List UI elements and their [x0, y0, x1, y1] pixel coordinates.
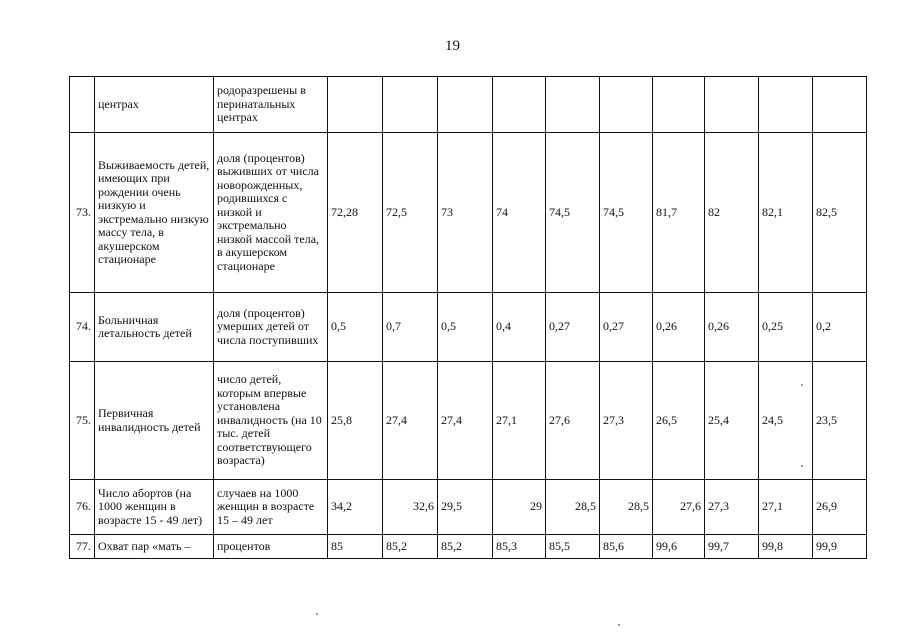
- unit-cell: родоразрешены в перинатальных центрах: [214, 77, 328, 133]
- value-cell: 0,26: [653, 293, 705, 362]
- value-cell: 29,5: [438, 480, 493, 535]
- value-cell: 28,5: [546, 480, 600, 535]
- value-cell: 74,5: [546, 133, 600, 293]
- value-cell: 85,2: [383, 535, 438, 559]
- value-cell: 85,3: [493, 535, 546, 559]
- value-cell: 28,5: [600, 480, 653, 535]
- value-cell: [493, 77, 546, 133]
- value-cell: 99,8: [759, 535, 813, 559]
- value-cell: 0,5: [328, 293, 383, 362]
- scan-speck: [316, 613, 318, 615]
- value-cell: 74: [493, 133, 546, 293]
- value-cell: 25,8: [328, 362, 383, 480]
- indicator-cell: Охват пар «мать –: [95, 535, 214, 559]
- row-number: 75.: [70, 362, 95, 480]
- indicator-cell: Больничная летальность детей: [95, 293, 214, 362]
- value-cell: 27,6: [546, 362, 600, 480]
- value-cell: 27,3: [600, 362, 653, 480]
- value-cell: [383, 77, 438, 133]
- value-cell: 27,4: [438, 362, 493, 480]
- table-row: [70, 293, 867, 362]
- table-row: [70, 362, 867, 480]
- value-cell: [546, 77, 600, 133]
- unit-cell: число детей, которым впервые установлена инвалидность (на 10 тыс. детей соответствующего возраста): [214, 362, 328, 480]
- indicators-table: [69, 76, 867, 559]
- value-cell: [328, 77, 383, 133]
- unit-cell: процентов: [214, 535, 328, 559]
- value-cell: 72,5: [383, 133, 438, 293]
- value-cell: 24,5: [759, 362, 813, 480]
- scan-speck: [618, 624, 620, 626]
- value-cell: [705, 77, 759, 133]
- value-cell: 81,7: [653, 133, 705, 293]
- value-cell: 0,27: [546, 293, 600, 362]
- row-number: 74.: [70, 293, 95, 362]
- indicator-cell: Число абортов (на 1000 женщин в возрасте 15 - 49 лет): [95, 480, 214, 535]
- value-cell: 99,9: [813, 535, 867, 559]
- value-cell: 74,5: [600, 133, 653, 293]
- value-cell: 29: [493, 480, 546, 535]
- value-cell: 85,5: [546, 535, 600, 559]
- value-cell: 85,6: [600, 535, 653, 559]
- indicator-cell: центрах: [95, 77, 214, 133]
- scan-speck: [801, 465, 803, 467]
- value-cell: 23,5: [813, 362, 867, 480]
- unit-cell: доля (процентов) умерших детей от числа поступивших: [214, 293, 328, 362]
- page-number: 19: [445, 38, 460, 54]
- value-cell: 34,2: [328, 480, 383, 535]
- value-cell: 82,1: [759, 133, 813, 293]
- value-cell: 27,1: [759, 480, 813, 535]
- value-cell: 99,7: [705, 535, 759, 559]
- table-row: [70, 535, 867, 559]
- indicator-cell: Выживаемость детей, имеющих при рождении очень низкую и экстремально низкую массу тела, в акушерском стационаре: [95, 133, 214, 293]
- value-cell: 85,2: [438, 535, 493, 559]
- scan-speck: [801, 384, 803, 386]
- value-cell: 85: [328, 535, 383, 559]
- unit-cell: случаев на 1000 женщин в возрасте 15 – 49 лет: [214, 480, 328, 535]
- value-cell: 26,9: [813, 480, 867, 535]
- value-cell: 0,7: [383, 293, 438, 362]
- value-cell: [759, 77, 813, 133]
- value-cell: 27,4: [383, 362, 438, 480]
- value-cell: 27,1: [493, 362, 546, 480]
- row-number: 76.: [70, 480, 95, 535]
- table-row: [70, 77, 867, 133]
- value-cell: [600, 77, 653, 133]
- value-cell: 0,4: [493, 293, 546, 362]
- value-cell: 25,4: [705, 362, 759, 480]
- value-cell: 0,27: [600, 293, 653, 362]
- table-row: [70, 480, 867, 535]
- row-number: 73.: [70, 133, 95, 293]
- value-cell: [438, 77, 493, 133]
- value-cell: 72,28: [328, 133, 383, 293]
- value-cell: 32,6: [383, 480, 438, 535]
- value-cell: 0,5: [438, 293, 493, 362]
- value-cell: 26,5: [653, 362, 705, 480]
- row-number: [70, 77, 95, 133]
- table-row: [70, 133, 867, 293]
- value-cell: 82: [705, 133, 759, 293]
- value-cell: 0,25: [759, 293, 813, 362]
- value-cell: 27,3: [705, 480, 759, 535]
- value-cell: 99,6: [653, 535, 705, 559]
- value-cell: [653, 77, 705, 133]
- value-cell: 82,5: [813, 133, 867, 293]
- value-cell: [813, 77, 867, 133]
- unit-cell: доля (процентов) выживших от числа новорожденных, родившихся с низкой и экстремально низкой массой тела, в акушерском стационаре: [214, 133, 328, 293]
- value-cell: 27,6: [653, 480, 705, 535]
- value-cell: 0,2: [813, 293, 867, 362]
- value-cell: 73: [438, 133, 493, 293]
- indicator-cell: Первичная инвалидность детей: [95, 362, 214, 480]
- value-cell: 0,26: [705, 293, 759, 362]
- row-number: 77.: [70, 535, 95, 559]
